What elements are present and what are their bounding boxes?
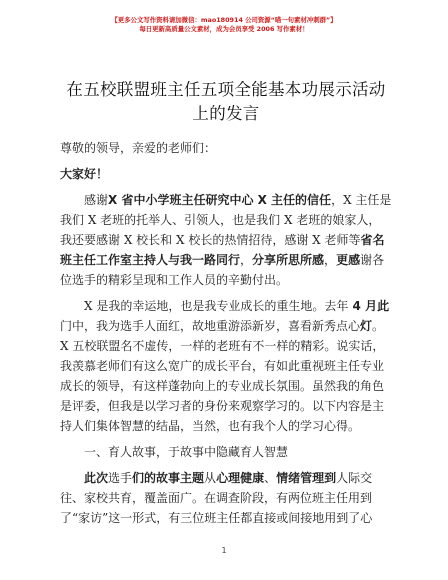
paragraph-thanks [60,190,392,290]
text-run: 谢各位选手的精彩呈现和工作人员的辛勤付出。 [60,253,385,287]
text-run-bold: 4 月此 [348,299,390,313]
text-run-bold: 灯 [360,319,373,333]
text-run: 人际交 [336,471,373,485]
paragraph-growth [60,296,392,436]
text-run: 、 [264,471,277,485]
text-run: 门中，我为选手人面红，故地重游添新岁，喜看新秀点心 [60,319,361,333]
paragraph-stories [60,468,392,528]
text-run: ， [324,253,337,267]
text-run-bold: 心理健康 [216,471,265,485]
text-run: X 是我的幸运地，也是我专业成长的重生地。去年 [84,299,349,313]
text-run-bold: 情绪管理到 [276,471,337,485]
text-run: 从 [204,471,217,485]
section-heading-1: 一、育人故事，于故事中隐藏育人智慧 [84,445,289,459]
text-run: 选手 [108,471,133,485]
text-run-bold: 此次 [84,471,109,485]
text-run: ，X 主任是我们 X 老班的托举人、引领人，也是我们 X 老班的娘家人，我还要感谢 X 校长和 X 校长的热情招待，感谢 X 老师等 [60,193,392,247]
greeting: 大家好！ [60,167,109,181]
text-run-bold: 分享所思所感 [252,253,325,267]
text-run-bold: 更感 [336,253,361,267]
promo-banner-line2: 每日更新高质量公文素材，成为会员享受 2006 写作素材！ [139,25,309,33]
text-run: 。X 五校联盟名不虚传，一样的老班有不一样的精彩。说实话，我羡慕老师们有这么宽广的成长平台，有如此重视班主任专业成长的领导，有这样蓬勃向上的专业成长氛围。虽然我的角色是评委，但我是以学习者的身份来观察学习的。以下内容是主持人们集体智慧的结晶，当然，也有我个人的学习心得。 [60,319,385,433]
text-run-bold: 省名班主任工作室主持人与我一路同行 [60,233,385,267]
promo-banner-line1: 【更多公文写作资料请加微信：mao180914 公司资源“喵一句素材冲刺群”】 [111,16,337,24]
text-run-bold: X 省中小学班主任研究中心 X 主任的信任 [108,193,332,207]
promo-banner [0,16,448,34]
document-body [60,78,392,528]
page-number: 1 [221,546,227,555]
text-run-bold: 们的故事主题 [132,471,205,485]
text-run: 往、家校共育，覆盖面广。在调查阶段，有两位班主任用到了“家访”这一形式，有三位班主任都直接或间接地用到了心 [60,491,373,525]
document-title: 在五校联盟班主任五项全能基本功展示活动上的发言 [66,80,386,123]
text-run: 感谢 [84,193,109,207]
salutation: 尊敬的领导，亲爱的老师们： [60,141,217,155]
text-run: ， [240,253,253,267]
